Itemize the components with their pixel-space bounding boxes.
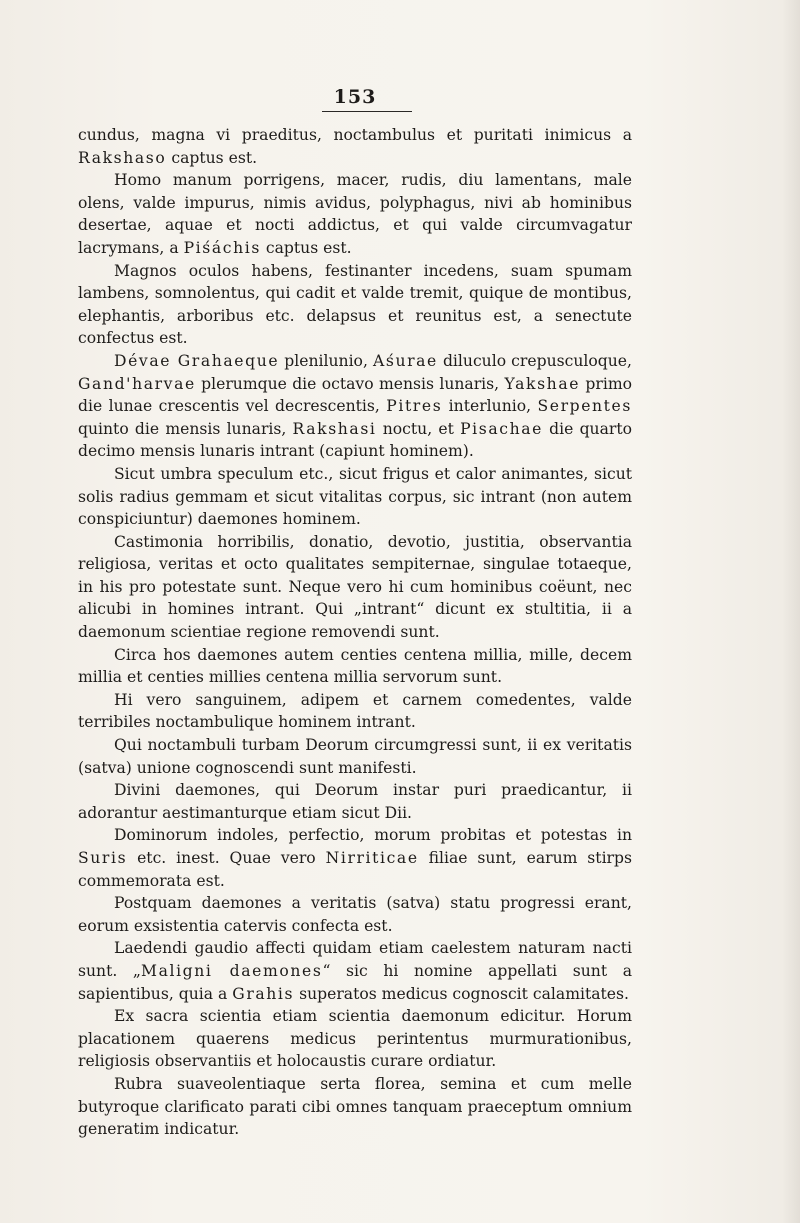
paragraph	[78, 1073, 632, 1141]
text-run: plerumque die octavo mensis lunaris,	[195, 374, 505, 393]
text-run: Castimonia horribilis, donatio, devotio, justitia, observantia religiosa, veritas et octo qualitates sempiternae, singulae totaeque, in his pro potestate sunt. Neque vero hi cum hominibus coëunt, nec alicubi in homines intrant. Qui „intrant“ dicunt ex stultitia, ii a daemonum scientiae regione removendi sunt.	[78, 532, 632, 642]
paragraph	[78, 531, 632, 644]
text-run: Rubra suaveolentiaque serta florea, semina et cum melle butyroque clarificato parati cibi omnes tanquam praeceptum omnium generatim indicatur.	[78, 1074, 632, 1139]
spaced-term: Nirriticae	[325, 849, 419, 867]
paragraph	[78, 350, 632, 463]
spaced-term: Rakshasi	[292, 419, 377, 438]
text-run: quinto die mensis lunaris,	[78, 419, 293, 438]
paragraph	[78, 644, 632, 689]
text-run: Postquam daemones a veritatis (satva) statu progressi erant, eorum exsistentia catervis confecta est.	[78, 894, 632, 935]
text-run: etc. inest. Quae vero	[127, 849, 326, 867]
spaced-term: Gand'harvae	[78, 374, 196, 393]
text-run: captus est.	[166, 148, 258, 167]
paragraph	[78, 1005, 632, 1073]
spaced-term: Rakshaso	[78, 148, 167, 167]
text-run: captus est.	[260, 238, 352, 257]
page-number: 153	[333, 86, 377, 108]
text-run: Divini daemones, qui Deorum instar puri praedicantur, ii adorantur aestimanturque etiam sicut Dii.	[78, 781, 632, 822]
text-run: Sicut umbra speculum etc., sicut frigus et calor animantes, sicut solis radius gemmam et sicut vitalitas corpus, sic intrant (non autem conspiciuntur) daemones hominem.	[78, 464, 632, 529]
text-run: “ sic hi nomine appellati sunt a sapientibus, quia a	[78, 961, 632, 1003]
text-run: plenilunio,	[279, 351, 373, 370]
paragraph	[78, 169, 632, 259]
text-run: Dominorum indoles, perfectio, morum probitas et potestas in	[114, 826, 632, 845]
text-run: Circa hos daemones autem centies centena millia, mille, decem millia et centies millies centena millia servorum sunt.	[78, 645, 632, 687]
paragraph	[78, 937, 632, 1005]
paragraph	[78, 463, 632, 531]
paragraph	[78, 260, 632, 350]
text-run: diluculo crepusculoque,	[437, 351, 632, 370]
paragraph	[78, 689, 632, 734]
text-run: Ex sacra scientia etiam scientia daemonum edicitur. Horum placationem quaerens medicus perintentus murmurationibus, religiosis observantiis et holocaustis curare ordiatur.	[78, 1007, 632, 1071]
text-run: Hi vero sanguinem, adipem et carnem comedentes, valde terribiles noctambulique hominem intrant.	[78, 690, 632, 732]
text-run: Qui noctambuli turbam Deorum circumgressi sunt, ii ex veritatis (satva) unione cognoscendi sunt manifesti.	[78, 736, 632, 777]
spaced-term: Aśurae	[372, 351, 438, 370]
text-run: primo die lunae crescentis vel decrescentis,	[78, 374, 632, 416]
spaced-term: Pisachae	[460, 419, 543, 438]
spaced-term: Yakshae	[504, 374, 581, 393]
spaced-term: Serpentes	[537, 397, 632, 416]
text-run: Laedendi gaudio affecti quidam etiam caelestem naturam nacti sunt. „	[78, 939, 632, 980]
spaced-term: Pitres	[386, 397, 443, 416]
spaced-term: Dévae Grahaeque	[114, 351, 280, 370]
text-run: filiae sunt, earum stirps commemorata est.	[78, 849, 632, 890]
spaced-term: Suris	[78, 849, 128, 867]
text-run: cundus, magna vi praeditus, noctambulus et puritati inimicus a	[78, 126, 632, 144]
text-run: superatos medicus cognoscit calamitates.	[294, 984, 629, 1003]
text-run: die quarto decimo mensis lunaris intrant (capiunt hominem).	[78, 419, 633, 461]
spaced-term: Maligni daemones	[141, 961, 323, 980]
text-run: Homo manum porrigens, macer, rudis, diu lamentans, male olens, valde impurus, nimis avidus, polyphagus, nivi ab hominibus desertae, aquae et nocti addictus, et qui valde circumvagatur lacrymans, a	[78, 171, 632, 257]
text-run: noctu, et	[376, 419, 461, 438]
spaced-term: Grahis	[232, 984, 295, 1003]
body-text	[78, 124, 632, 1141]
paragraph	[78, 124, 632, 169]
paragraph	[78, 734, 632, 779]
text-run: Magnos oculos habens, festinanter incedens, suam spumam lambens, somnolentus, qui cadit et valde tremit, quique de montibus, elephantis, arboribus etc. delapsus et reunitus est, a senectute confectus est.	[78, 261, 632, 348]
header-rule	[322, 111, 412, 112]
page-edge-shadow	[782, 0, 800, 1223]
paragraph	[78, 779, 632, 824]
spaced-term: Piśáchis	[183, 238, 261, 257]
paragraph	[78, 892, 632, 937]
paragraph	[78, 824, 632, 892]
text-run: interlunio,	[442, 397, 538, 416]
